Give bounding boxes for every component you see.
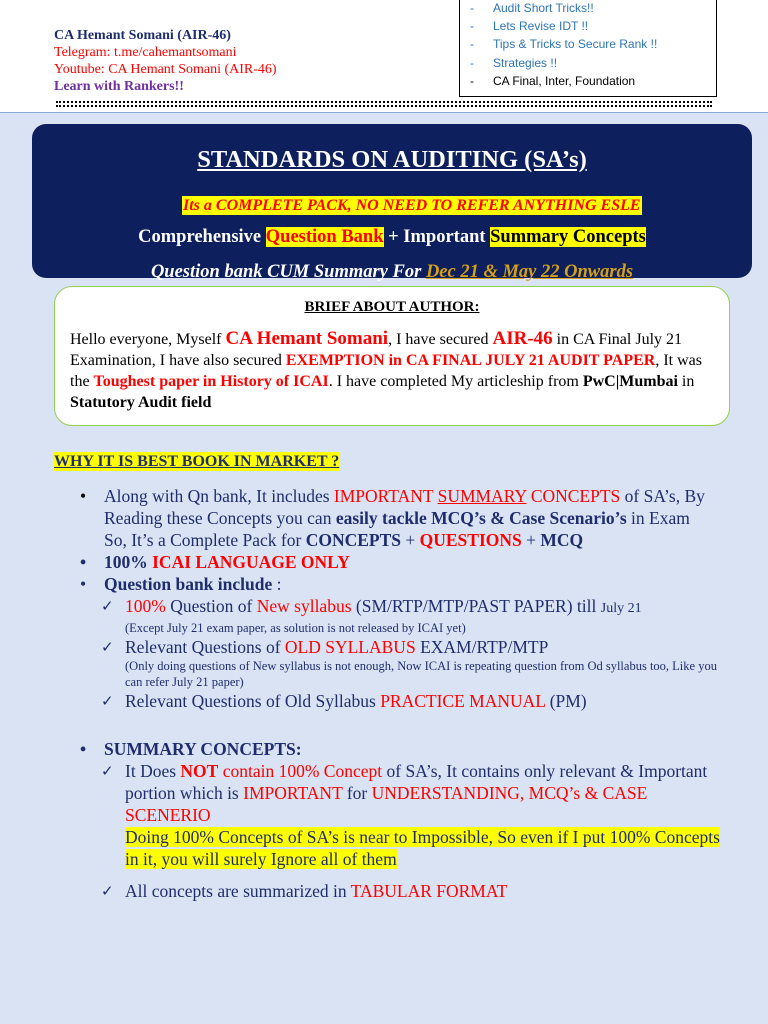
text: . I have completed My articleship from (328, 373, 583, 390)
banner-text: Question bank CUM Summary For (150, 262, 426, 282)
text: (PM) (545, 691, 587, 711)
note: (Except July 21 exam paper, as solution is not released by ICAI yet) (125, 621, 466, 635)
author-contact-block (54, 27, 277, 95)
toughest-highlight: Toughest paper in History of ICAI (93, 373, 329, 390)
banner-text: Comprehensive (138, 227, 266, 247)
topic-item: - Lets Revise IDT !! (493, 17, 657, 35)
text: in CA Final July 21 Examination, I have also secured (70, 331, 683, 369)
heading-text: BRIEF ABOUT AUTHOR (304, 299, 475, 315)
text: (SM/RTP/MTP/PAST PAPER) till (351, 596, 601, 616)
text: contain 100% Concept (218, 761, 383, 781)
banner-title: STANDARDS ON AUDITING (SA’s) (197, 146, 587, 173)
text: Question of (170, 596, 257, 616)
check-item (76, 595, 726, 636)
text: Hello everyone, Myself (70, 331, 226, 348)
text: CONCEPTS (526, 486, 621, 506)
text: for (342, 783, 372, 803)
summary-concepts-highlight: Summary Concepts (490, 227, 646, 247)
topic-item: - CA Final, Inter, Foundation (493, 72, 657, 90)
text: It Does (125, 761, 181, 781)
check-item (76, 690, 726, 712)
firm-name: PwC|Mumbai (582, 373, 678, 390)
author-name-highlight: CA Hemant Somani (225, 328, 389, 349)
text: IMPORTANT (333, 486, 438, 506)
check-item (76, 880, 726, 902)
question-bank-highlight: Question Bank (265, 227, 384, 247)
spacer (76, 870, 726, 880)
text: of SA’s, By Reading these Concepts you can (104, 486, 705, 528)
banner-subtitle (182, 196, 642, 215)
text: EXAM/RTP/MTP (415, 637, 549, 657)
banner-subtitle-a: Its a (183, 197, 216, 214)
highlighted-note: Doing 100% Concepts of SA’s is near to Impossible, So even if I put 100% Concepts in it, you will surely Ignore all of them (125, 827, 720, 869)
banner-dates: Dec 21 & May 22 Onwards (425, 262, 634, 282)
text: IMPORTANT (243, 783, 343, 803)
text: MCQ (540, 530, 584, 550)
text: easily tackle MCQ’s & Case Scenario’s (335, 508, 627, 528)
dotted-divider (56, 105, 712, 107)
text: All concepts are summarized in (125, 881, 351, 901)
banner-subtitle-b: COMPLETE PACK, NO NEED TO REFER ANYTHING ESLE (215, 197, 641, 214)
text: TABULAR FORMAT (350, 881, 508, 901)
note: (Only doing questions of New syllabus is not enough, Now ICAI is repeating question from Od syllabus too, Like you can refer July 21 paper) (125, 659, 717, 689)
text: + (521, 530, 541, 550)
text: 100% (125, 596, 171, 616)
heading-colon: : (474, 299, 480, 315)
telegram-link: Telegram: t.me/cahemantsomani (54, 45, 237, 60)
topics-box (459, 0, 717, 97)
text: QUESTIONS (419, 530, 522, 550)
text: in Exam (626, 508, 690, 528)
banner-line-3 (32, 262, 752, 283)
topic-item: - Audit Short Tricks!! (493, 0, 657, 17)
author-name: CA Hemant Somani (AIR-46) (54, 28, 231, 43)
banner-text: + Important (383, 227, 491, 247)
text: CONCEPTS (305, 530, 401, 550)
author-paragraph (70, 328, 720, 413)
text: : (272, 574, 282, 594)
why-heading: WHY IT IS BEST BOOK IN MARKET ? (54, 453, 340, 470)
text: Along with Qn bank, It includes (104, 486, 334, 506)
dotted-divider (56, 101, 712, 103)
text: Question bank include (104, 574, 273, 594)
audit-field: Statutory Audit field (70, 394, 212, 411)
text: Relevant Questions of Old Syllabus (125, 691, 381, 711)
text: + (401, 530, 420, 550)
feature-list (76, 485, 726, 902)
text: New syllabus (256, 596, 352, 616)
exemption-highlight: EXEMPTION in CA FINAL JULY 21 AUDIT PAPER (285, 352, 656, 369)
page-body (0, 112, 768, 1024)
list-item (76, 551, 726, 573)
check-item (76, 636, 726, 690)
spacer (76, 712, 726, 738)
text: PRACTICE MANUAL (380, 691, 546, 711)
text: UNDERSTANDING, MCQ’s & CASE SCENERIO (125, 783, 648, 825)
topic-item: - Strategies !! (493, 54, 657, 72)
text: , I have secured (388, 331, 493, 348)
text: Relevant Questions of (125, 637, 285, 657)
topics-list (493, 0, 657, 90)
text: So, It’s a Complete Pack for (104, 530, 306, 550)
text: of SA’s, It contains only relevant & Important portion which is (125, 761, 708, 803)
text: , It was the (70, 352, 702, 390)
check-item (76, 760, 726, 870)
text: 100% (104, 552, 153, 572)
text: OLD SYLLABUS (284, 637, 416, 657)
rank-highlight: AIR-46 (492, 328, 553, 349)
tagline: Learn with Rankers!! (54, 79, 184, 94)
list-item (76, 485, 726, 551)
text: in (677, 373, 695, 390)
page-header (0, 0, 768, 112)
list-item (76, 573, 726, 595)
topic-item: - Tips & Tricks to Secure Rank !! (493, 35, 657, 53)
banner-line-2 (32, 227, 752, 248)
author-box (54, 286, 730, 426)
text: NOT (180, 761, 219, 781)
list-item: • SUMMARY CONCEPTS: (76, 738, 726, 760)
text: SUMMARY (437, 486, 527, 506)
youtube-link: Youtube: CA Hemant Somani (AIR-46) (54, 62, 277, 77)
title-banner (32, 124, 752, 282)
text: ICAI LANGUAGE ONLY (152, 552, 350, 572)
text: July 21 (600, 601, 642, 616)
author-box-heading (55, 299, 729, 316)
